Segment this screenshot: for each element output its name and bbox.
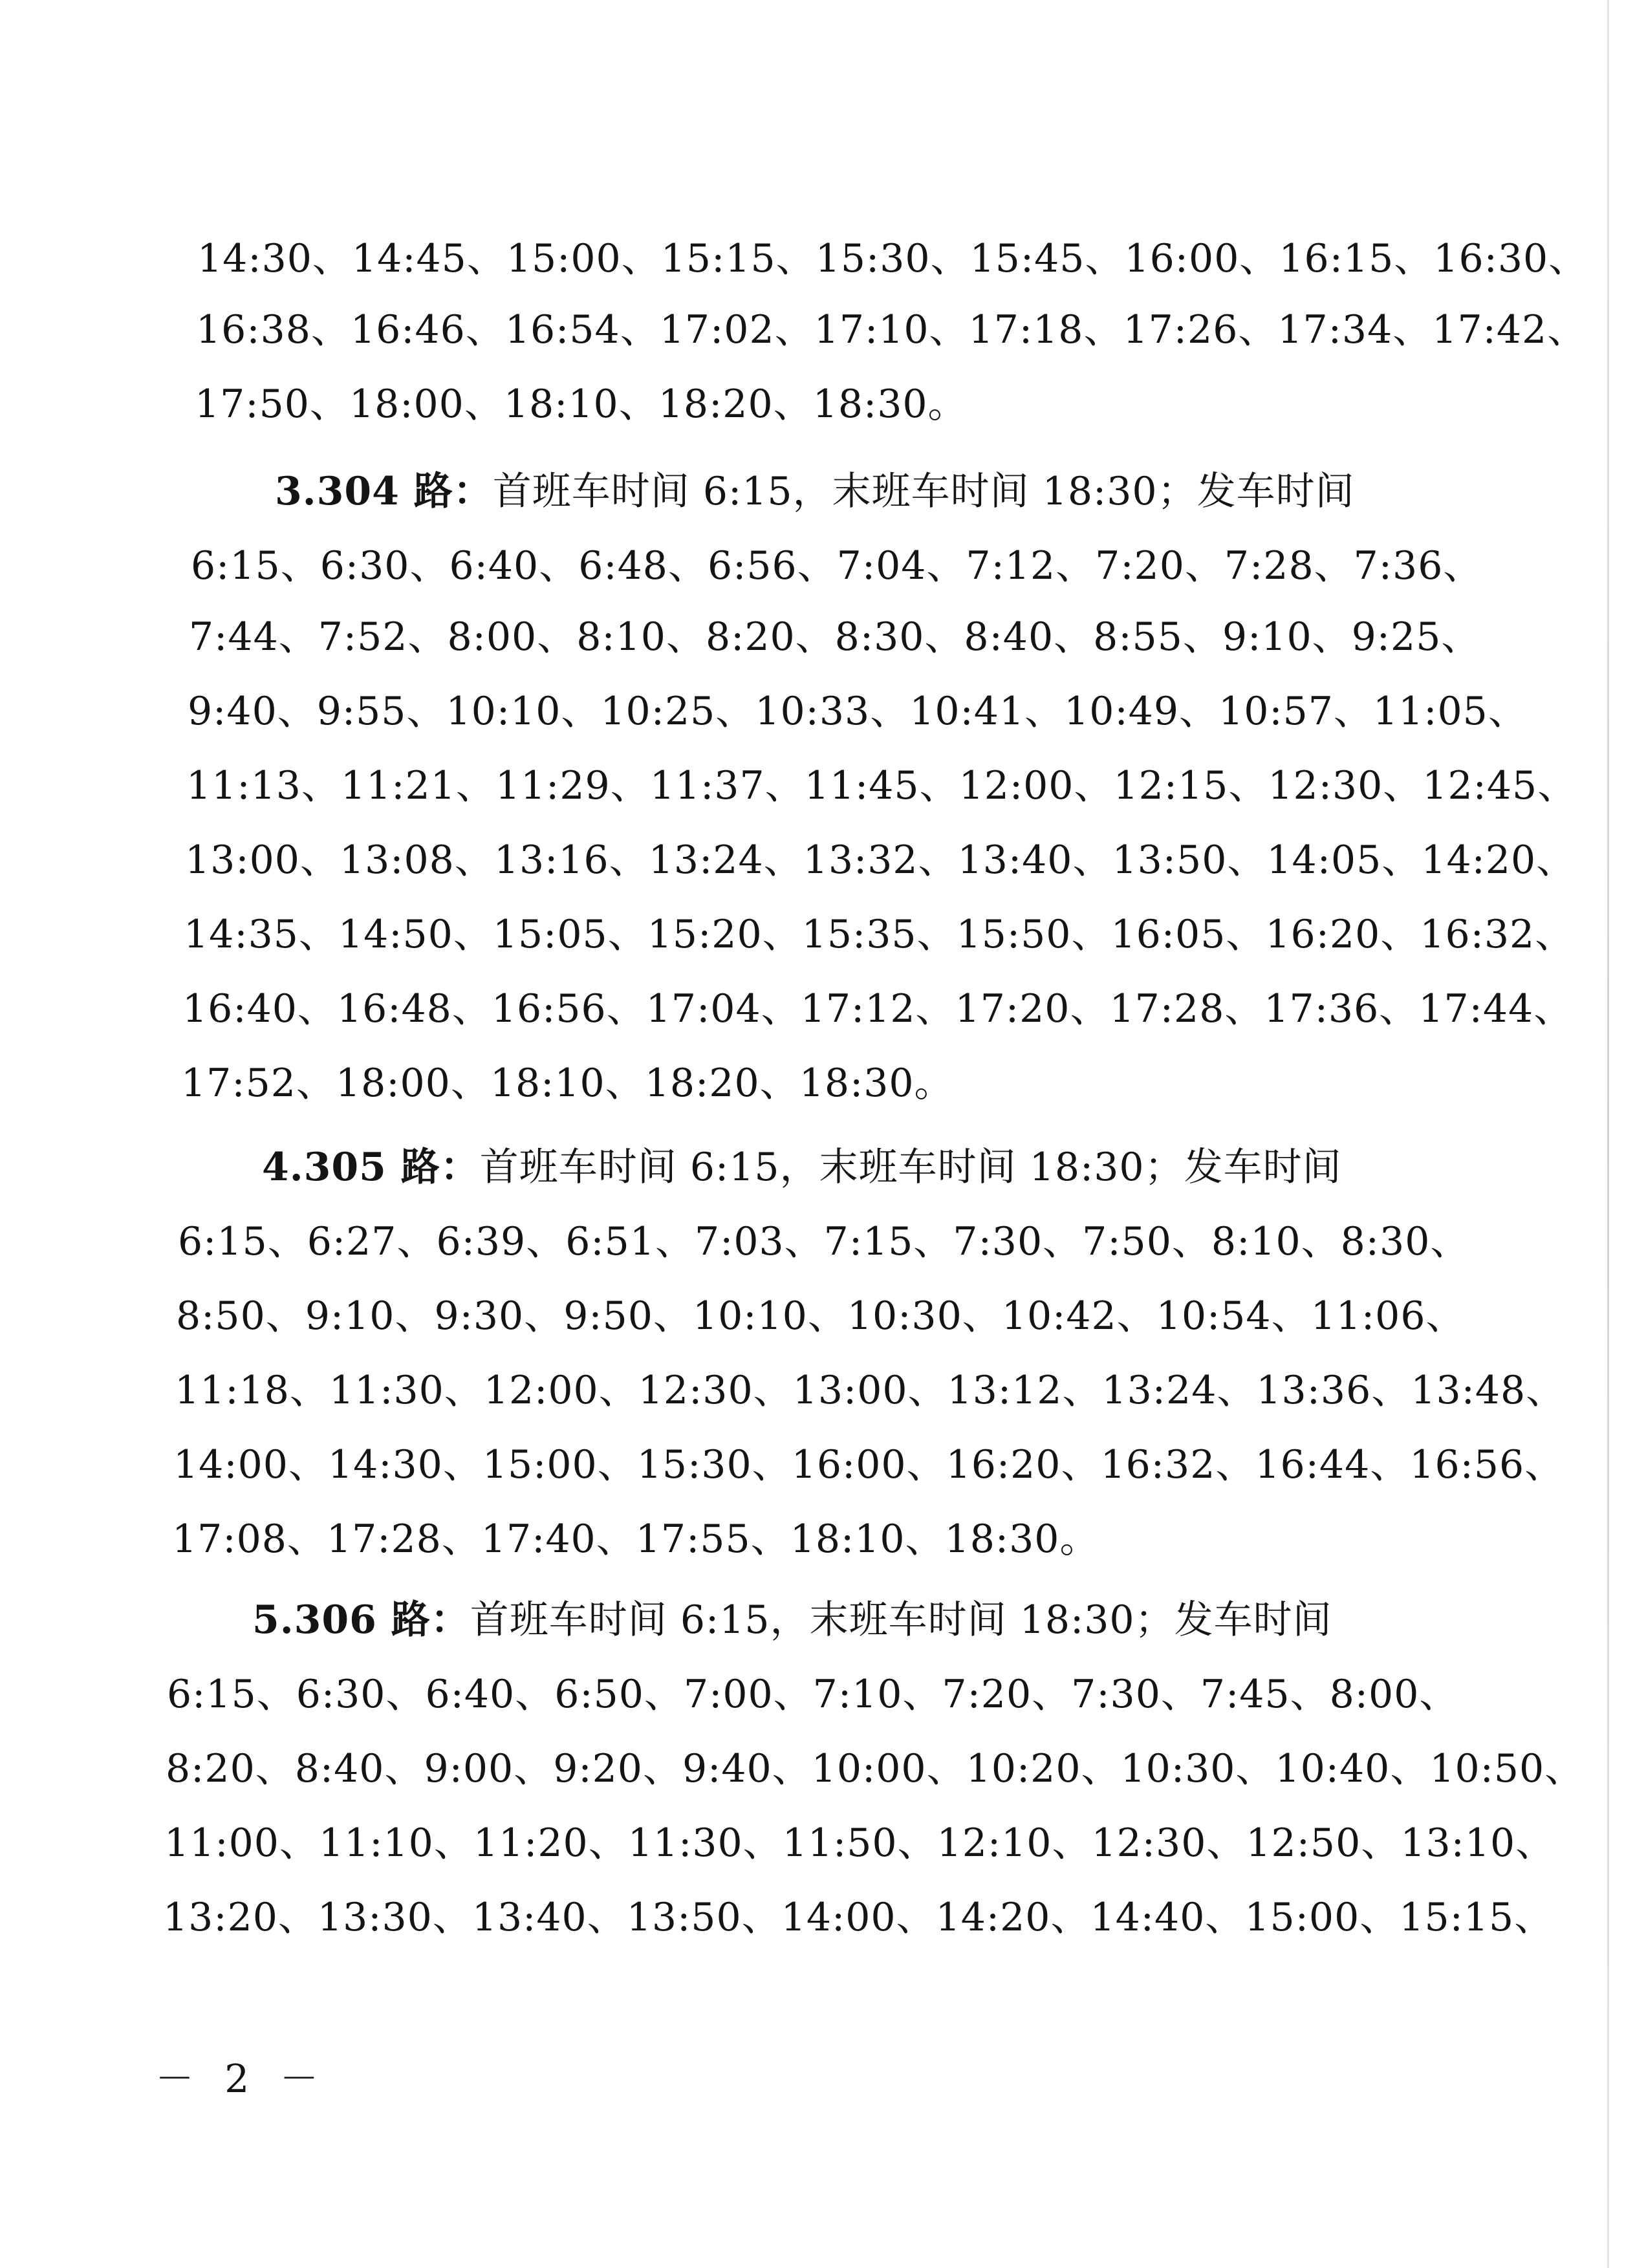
schedule-line: 13:00、13:08、13:16、13:24、13:32、13:40、13:50、14:05、14:20、 xyxy=(185,837,1576,883)
schedule-line: 14:35、14:50、15:05、15:20、15:35、15:50、16:05、16:20、16:32、 xyxy=(184,912,1575,957)
route-305-header: 首班车时间 6:15，末班车时间 18:30；发车时间 xyxy=(479,1145,1342,1190)
schedule-line: 17:50、18:00、18:10、18:20、18:30。 xyxy=(195,382,968,427)
schedule-line: 14:30、14:45、15:00、15:15、15:30、15:45、16:00、16:15、16:30、 xyxy=(197,236,1588,281)
schedule-line: 6:15、6:30、6:40、6:48、6:56、7:04、7:12、7:20、7:28、7:36、 xyxy=(191,543,1483,589)
schedule-line: 16:40、16:48、16:56、17:04、17:12、17:20、17:28、17:36、17:44、 xyxy=(182,986,1574,1031)
schedule-line: 8:50、9:10、9:30、9:50、10:10、10:30、10:42、10:54、11:06、 xyxy=(176,1293,1466,1339)
schedule-line: 17:08、17:28、17:40、17:55、18:10、18:30。 xyxy=(172,1517,1099,1562)
route-304-label: 3.304 路： xyxy=(275,469,493,514)
schedule-line: 9:40、9:55、10:10、10:25、10:33、10:41、10:49、10:57、11:05、 xyxy=(188,689,1528,734)
route-305-heading xyxy=(262,1141,1342,1193)
route-304-heading xyxy=(275,466,1355,517)
schedule-line: 13:20、13:30、13:40、13:50、14:00、14:20、14:40、15:00、15:15、 xyxy=(163,1895,1554,1940)
schedule-line: 11:00、11:10、11:20、11:30、11:50、12:10、12:30、12:50、13:10、 xyxy=(164,1820,1555,1866)
route-306-header: 首班车时间 6:15，末班车时间 18:30；发车时间 xyxy=(470,1597,1332,1643)
route-306-label: 5.306 路： xyxy=(252,1597,470,1643)
schedule-line: 11:18、11:30、12:00、12:30、13:00、13:12、13:24、13:36、13:48、 xyxy=(175,1368,1566,1413)
page-edge xyxy=(1607,0,1609,2268)
page-number: － 2 － xyxy=(155,2057,328,2102)
route-305-label: 4.305 路： xyxy=(262,1145,480,1190)
schedule-line: 11:13、11:21、11:29、11:37、11:45、12:00、12:15、12:30、12:45、 xyxy=(186,763,1577,808)
schedule-line: 6:15、6:30、6:40、6:50、7:00、7:10、7:20、7:30、7:45、8:00、 xyxy=(167,1672,1459,1717)
route-304-header: 首班车时间 6:15，末班车时间 18:30；发车时间 xyxy=(492,469,1355,514)
schedule-line: 16:38、16:46、16:54、17:02、17:10、17:18、17:26、17:34、17:42、 xyxy=(196,307,1587,352)
schedule-line: 14:00、14:30、15:00、15:30、16:00、16:20、16:32、16:44、16:56、 xyxy=(173,1442,1565,1487)
schedule-line: 7:44、7:52、8:00、8:10、8:20、8:30、8:40、8:55、9:10、9:25、 xyxy=(189,614,1481,660)
schedule-line: 6:15、6:27、6:39、6:51、7:03、7:15、7:30、7:50、8:10、8:30、 xyxy=(178,1219,1470,1264)
schedule-line: 8:20、8:40、9:00、9:20、9:40、10:00、10:20、10:30、10:40、10:50、 xyxy=(166,1746,1585,1791)
route-306-heading xyxy=(252,1594,1332,1646)
schedule-line: 17:52、18:00、18:10、18:20、18:30。 xyxy=(181,1061,954,1106)
